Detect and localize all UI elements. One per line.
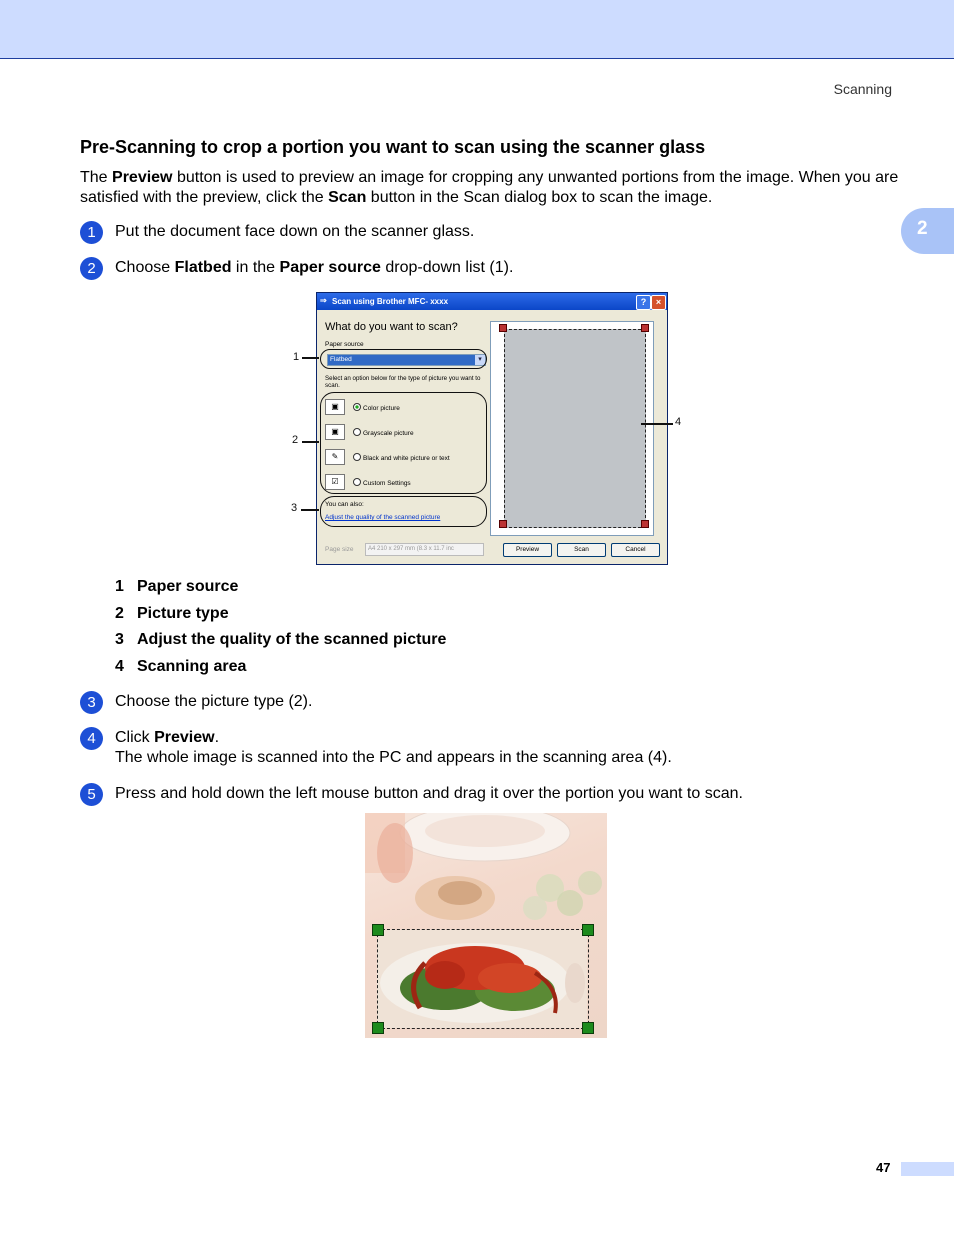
- legend-item: [115, 631, 446, 649]
- top-band: [0, 0, 954, 59]
- callout-line: [302, 441, 319, 443]
- legend-number: 2: [115, 605, 124, 622]
- step-number-badge: 2: [80, 257, 103, 280]
- option-label: Custom Settings: [363, 480, 411, 487]
- callout-line: [302, 357, 319, 359]
- legend-item: [115, 658, 246, 676]
- selection-handle[interactable]: [582, 924, 594, 936]
- option-label: Color picture: [363, 405, 400, 412]
- legend-item: [115, 578, 238, 596]
- intro-paragraph: [80, 168, 900, 208]
- legend-label: Paper source: [137, 578, 239, 595]
- page-number-bar: [901, 1162, 954, 1176]
- page-number: 47: [876, 1160, 891, 1175]
- callout-number: 1: [293, 351, 300, 363]
- selection-handle[interactable]: [372, 1022, 384, 1034]
- step-number-badge: 4: [80, 727, 103, 750]
- selection-handle[interactable]: [372, 924, 384, 936]
- adjust-quality-link[interactable]: Adjust the quality of the scanned picture: [325, 514, 441, 521]
- callout-line: [641, 423, 673, 425]
- chapter-tab: [901, 208, 954, 254]
- legend-number: 4: [115, 658, 124, 675]
- scan-preview-region[interactable]: [504, 329, 646, 528]
- callout-number: 4: [675, 416, 682, 428]
- step-number-badge: 1: [80, 221, 103, 244]
- step-text: [115, 728, 672, 768]
- selection-handle[interactable]: [582, 1022, 594, 1034]
- help-button[interactable]: ?: [636, 295, 651, 310]
- callout-ring-paper-source: [320, 349, 487, 369]
- step-text: [115, 258, 513, 278]
- step-text-part: drop-down list (1).: [380, 259, 514, 276]
- callout-ring-picture-type: [320, 392, 487, 494]
- scanner-icon: ⇒: [320, 296, 327, 305]
- crop-handle[interactable]: [499, 520, 507, 528]
- legend-number: 3: [115, 631, 124, 648]
- dialog-title-bar: [317, 293, 667, 310]
- section-title: Pre-Scanning to crop a portion you want to scan using the scanner glass: [80, 137, 706, 157]
- bw-text-icon[interactable]: ✎: [325, 449, 345, 465]
- callout-number: 2: [292, 434, 299, 446]
- grayscale-picture-icon[interactable]: ▣: [325, 424, 345, 440]
- crop-handle[interactable]: [641, 324, 649, 332]
- chapter-number: 2: [917, 218, 928, 239]
- step-text-part: in the: [231, 259, 280, 276]
- running-head: Scanning: [833, 81, 892, 97]
- scan-button[interactable]: Scan: [557, 543, 606, 557]
- step-text: Put the document face down on the scanner glass.: [115, 223, 475, 240]
- crop-handle[interactable]: [499, 324, 507, 332]
- scan-dialog: [316, 292, 668, 565]
- step-text-part: Choose: [115, 259, 175, 276]
- paper-source-value: Flatbed: [330, 356, 352, 363]
- preview-button[interactable]: Preview: [503, 543, 552, 557]
- step-number-badge: 3: [80, 691, 103, 714]
- chevron-down-icon[interactable]: ▾: [475, 355, 485, 365]
- crop-handle[interactable]: [641, 520, 649, 528]
- dialog-question: What do you want to scan?: [325, 321, 458, 333]
- you-can-also-label: You can also:: [325, 501, 364, 508]
- intro-text: button is used to preview an image for cropping any unwanted portions from the image. When you are satisfied with the preview, click the: [80, 169, 899, 206]
- step-number-badge: 5: [80, 783, 103, 806]
- step-text-part: Click: [115, 729, 155, 746]
- legend-number: 1: [115, 578, 124, 595]
- custom-settings-icon[interactable]: ☑: [325, 474, 345, 490]
- legend-item: [115, 605, 229, 623]
- step-text: Choose the picture type (2).: [115, 693, 313, 710]
- option-label: Black and white picture or text: [363, 455, 450, 462]
- legend-label: Adjust the quality of the scanned picture: [137, 631, 447, 648]
- step-bold: Paper source: [279, 259, 381, 276]
- crop-selection-box[interactable]: [377, 929, 589, 1029]
- callout-line: [301, 509, 319, 511]
- picture-type-instruction: Select an option below for the type of picture you want to scan.: [325, 375, 481, 389]
- color-picture-icon[interactable]: ▣: [325, 399, 345, 415]
- cancel-button[interactable]: Cancel: [611, 543, 660, 557]
- callout-ring-adjust-quality: [320, 496, 487, 527]
- scanning-area[interactable]: [490, 321, 654, 536]
- dialog-title: Scan using Brother MFC- xxxx: [332, 297, 449, 306]
- step-text-line2: The whole image is scanned into the PC and appears in the scanning area (4).: [115, 749, 672, 766]
- step-bold: Flatbed: [174, 259, 232, 276]
- option-label: Grayscale picture: [363, 430, 414, 437]
- intro-bold-preview: Preview: [112, 169, 173, 186]
- close-button[interactable]: ×: [651, 295, 666, 310]
- intro-bold-scan: Scan: [328, 189, 367, 206]
- step-text-part: .: [214, 729, 220, 746]
- intro-text: The: [80, 169, 113, 186]
- food-photo: [365, 813, 607, 1038]
- callout-number: 3: [291, 502, 298, 514]
- step-bold: Preview: [154, 729, 215, 746]
- paper-source-label: Paper source: [325, 341, 364, 348]
- page-size-select[interactable]: A4 210 x 297 mm (8.3 x 11.7 inc: [365, 543, 484, 556]
- page-size-label: Page size: [325, 546, 354, 553]
- legend-label: Scanning area: [137, 658, 247, 675]
- intro-text: button in the Scan dialog box to scan the image.: [366, 189, 713, 206]
- step-text: Press and hold down the left mouse button and drag it over the portion you want to scan.: [115, 785, 743, 802]
- legend-label: Picture type: [137, 605, 229, 622]
